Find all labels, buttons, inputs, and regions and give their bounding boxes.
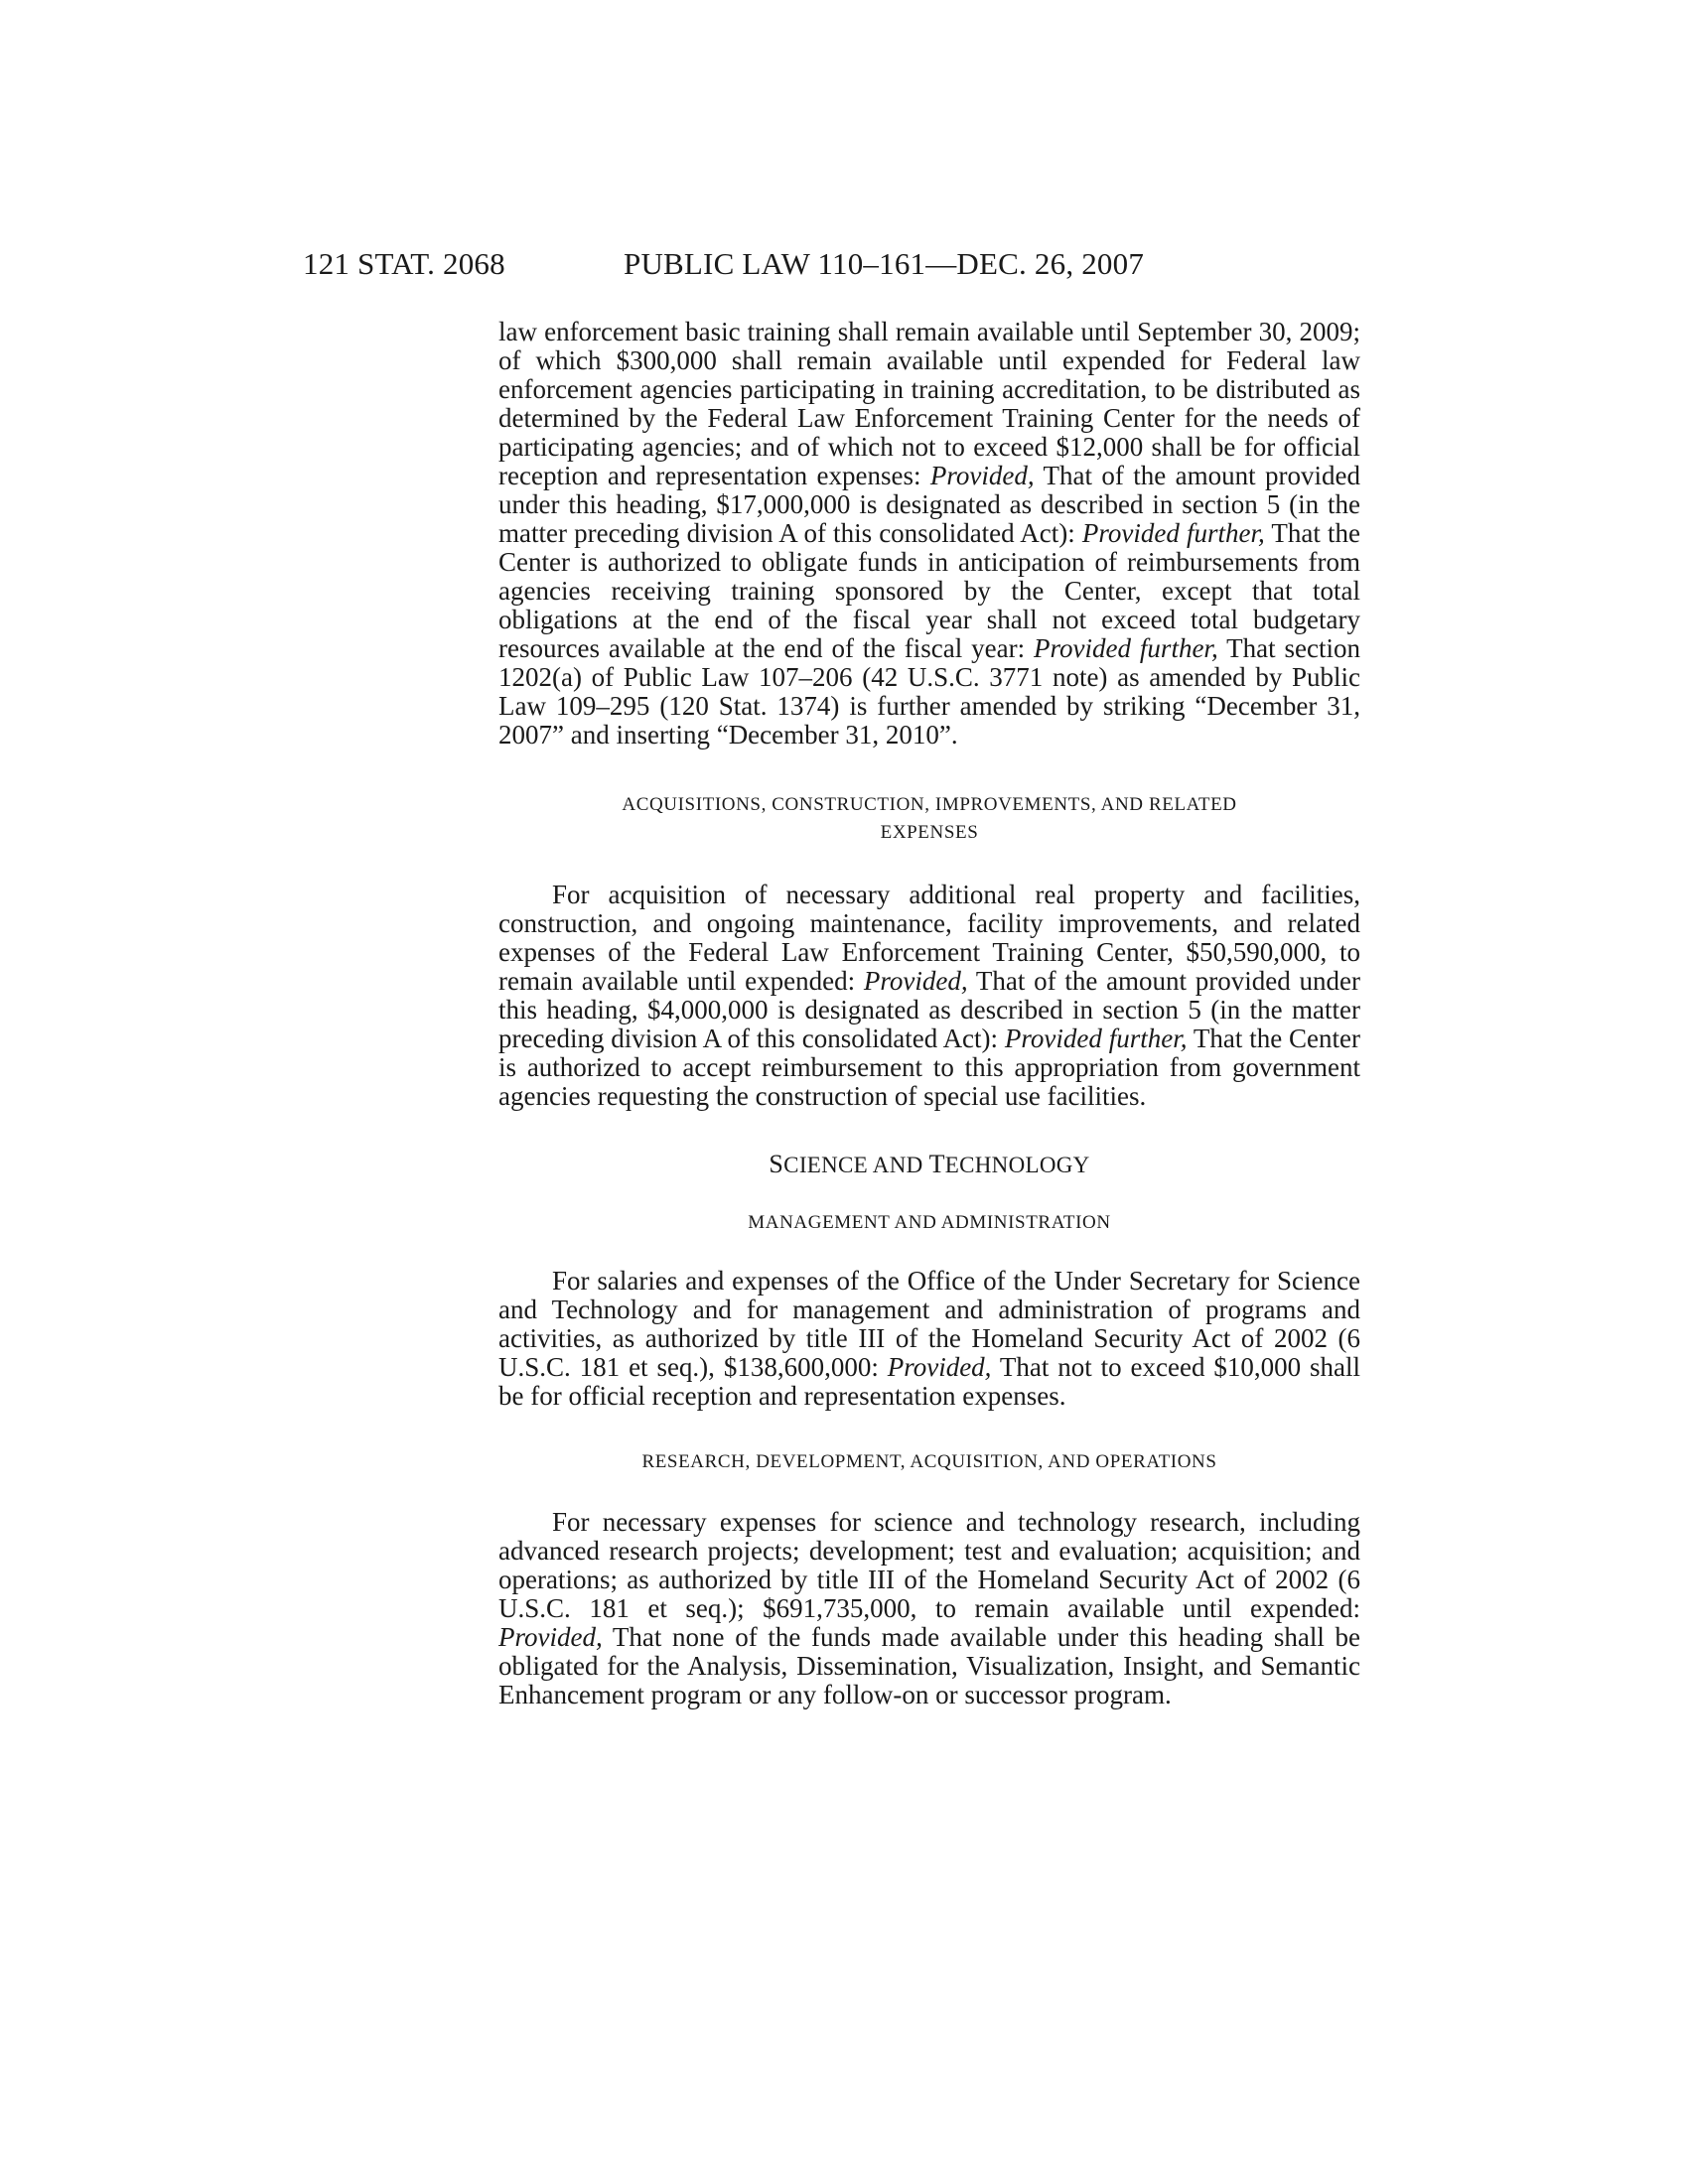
p3-italic-provided: Provided, — [887, 1352, 992, 1382]
heading-line-2: EXPENSES — [880, 822, 979, 843]
paragraph-fletc-continuation — [498, 318, 1360, 750]
text-column — [498, 318, 1360, 1709]
paragraph-acquisitions — [498, 881, 1360, 1111]
p3-text-2: That not to exceed $10,000 shall be for official reception and representation expenses. — [498, 1352, 1360, 1411]
p2-italic-provided: Provided, — [863, 966, 968, 996]
heading-management-and-administration: MANAGEMENT AND ADMINISTRATION — [748, 1212, 1111, 1233]
p1-italic-provided: Provided, — [929, 461, 1035, 490]
p1-text-1: law enforcement basic training shall remain available until September 30, 2009; of which $300,000 shall remain available until expended for Federal law enforcement agencies participating in training accreditation, to be distributed as determined by the Federal Law Enforcement Training Center for the needs of participating agencies; and of which not to exceed $12,000 shall be for official reception and representation expenses: — [498, 317, 1360, 490]
public-law-citation: PUBLIC LAW 110–161—DEC. 26, 2007 — [624, 246, 1145, 281]
heading-acquisitions-construction — [498, 791, 1360, 847]
p4-italic-provided: Provided, — [498, 1622, 603, 1652]
paragraph-research — [498, 1508, 1360, 1709]
sc-cap-s: S — [769, 1150, 784, 1178]
sc-rest-1: CIENCE AND — [783, 1153, 929, 1177]
heading-science-and-technology — [498, 1151, 1360, 1179]
p1-italic-provided-further-2: Provided further, — [1034, 633, 1218, 663]
p1-text-4: That section 1202(a) of Public Law 107–206 (42 U.S.C. 3771 note) as amended by Public Law 109–295 (120 Stat. 1374) is further amended by striking “December 31, 2007” and inserting “December 31, 2010”. — [498, 633, 1361, 750]
heading-research-development: RESEARCH, DEVELOPMENT, ACQUISITION, AND OPERATIONS — [641, 1451, 1217, 1472]
running-header — [303, 246, 1301, 286]
p1-italic-provided-further-1: Provided further, — [1081, 518, 1265, 548]
p2-text-3: That the Center is authorized to accept reimbursement to this appropriation from government agencies requesting the construction of special use facilities. — [498, 1024, 1361, 1111]
heading-line-1: ACQUISITIONS, CONSTRUCTION, IMPROVEMENTS, AND RELATED — [622, 794, 1237, 815]
sc-cap-t: T — [928, 1150, 945, 1178]
p4-text-2: That none of the funds made available under this heading shall be obligated for the Analysis, Dissemination, Visualization, Insight, and Semantic Enhancement program or any follow-on or successor program. — [498, 1622, 1360, 1709]
paragraph-management — [498, 1267, 1360, 1411]
p1-text-3: That the Center is authorized to obligate funds in anticipation of reimbursements from agencies receiving training sponsored by the Center, except that total obligations at the end of the fiscal year shall not exceed total budgetary resources available at the end of the fiscal year: — [498, 518, 1360, 663]
statute-page-number: 121 STAT. 2068 — [303, 246, 505, 281]
sc-rest-2: ECHNOLOGY — [944, 1153, 1090, 1177]
p3-text-1: For salaries and expenses of the Office of the Under Secretary for Science and Technology and for management and administration of programs and activities, as authorized by title III of the Homeland Security Act of 2002 (6 U.S.C. 181 et seq.), $138,600,000: — [498, 1266, 1360, 1382]
p2-text-2: That of the amount provided under this heading, $4,000,000 is designated as described in section 5 (in the matter preceding division A of this consolidated Act): — [498, 966, 1361, 1053]
p1-text-2: That of the amount provided under this heading, $17,000,000 is designated as described in section 5 (in the matter preceding division A of this consolidated Act): — [498, 461, 1360, 548]
p4-text-1: For necessary expenses for science and technology research, including advanced research projects; development; test and evaluation; acquisition; and operations; as authorized by title III of the Homeland Security Act of 2002 (6 U.S.C. 181 et seq.); $691,735,000, to remain available until expended: — [498, 1507, 1360, 1623]
p2-text-1: For acquisition of necessary additional real property and facilities, construction, and ongoing maintenance, facility improvements, and related expenses of the Federal Law Enforcement Training Center, $50,590,000, to remain available until expended: — [498, 880, 1360, 996]
p2-italic-provided-further: Provided further, — [1004, 1024, 1188, 1053]
